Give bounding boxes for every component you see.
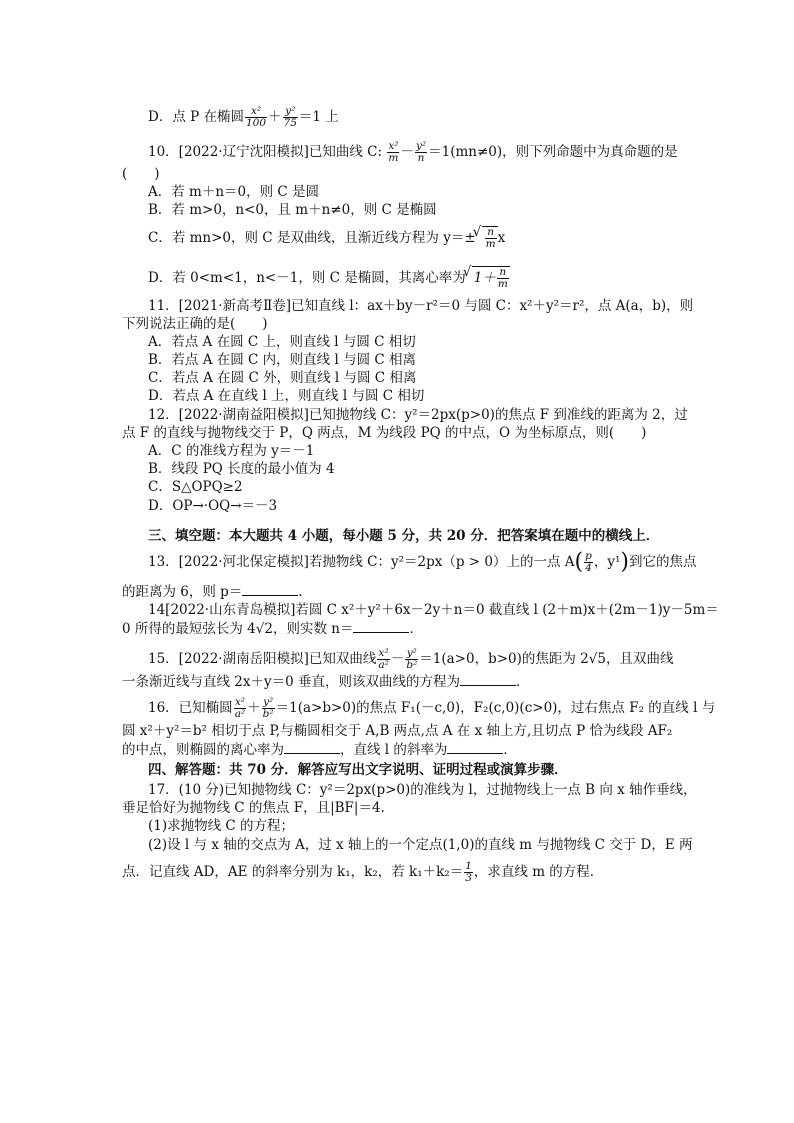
fraction: $\frac{\text{x²}}{\text{a²}}$ [378,647,389,671]
q15-stem-cont: 一条渐近线与直线 2x＋y＝0 垂直，则该双曲线的方程为 ． [122,674,530,690]
answer-blank [353,620,409,633]
q10-stem-cont: ( ) [122,166,160,182]
q16-stem-cont-2: 的中点，则椭圆的离心率为 ，直线 l 的斜率为 ． [122,742,517,758]
q14-stem: 14[2022·山东青岛模拟]若圆 C x²＋y²＋6x－2y＋n＝0 截直线 l (2＋m)x＋(2m－1)y－5m＝ [148,602,719,618]
q12-option-a: A．C 的准线方程为 y＝－1 [148,443,315,459]
section-fill-in-heading: 三、填空题：本大题共 4 小题，每小题 5 分，共 20 分．把答案填在题中的横线上． [148,528,660,544]
fraction: $\frac{\text{x²}}{100}$ [246,105,267,129]
answer-blank [284,741,340,754]
q16-stem: 16．已知椭圆 $\frac{\text{x²}}{\text{a²}}$ ＋ $\frac{\text{y²}}{\text{b²}}$ ＝1(a>b>0)的焦点 F₁(－c,0)，F₂(c,0)(c>0)，过右焦点 F₂ 的直线 l 与 [148,696,716,720]
q11-option-a: A．若点 A 在圆 C 上，则直线 l 与圆 C 相切 [148,334,416,350]
fraction: $\frac{\text{x²}}{\text{a²}}$ [234,696,246,720]
q12-stem-cont: 点 F 的直线与抛物线交于 P，Q 两点，M 为线段 PQ 的中点，O 为坐标原点，则( ) [122,425,647,441]
q12-stem: 12．[2022·湖南益阳模拟]已知抛物线 C：y²＝2px(p>0)的焦点 F 到准线的距离为 2，过 [148,407,688,423]
q10-option-d: D．若 0<m<1，n<－1，则 C 是椭圆，其离心率为√ 1＋ $\frac{n}{m}$ [148,266,708,290]
q10-option-a: A．若 m＋n＝0，则 C 是圆 [148,184,320,200]
answer-blank [447,741,503,754]
q13-stem-cont: 的距离为 6，则 p＝ ． [122,584,312,600]
q12-option-b: B．线段 PQ 长度的最小值为 4 [148,461,335,477]
q14-stem-cont: 0 所得的最短弦长为 4√2，则实数 n＝ ． [122,621,423,637]
q17-part-1: (1)求抛物线 C 的方程； [148,818,295,834]
section-answer-heading: 四、解答题：共 70 分．解答应写出文字说明、证明过程或演算步骤． [148,762,568,778]
q17-stem-cont: 垂足恰好为抛物线 C 的焦点 F，且|BF|＝4. [122,800,385,816]
q16-stem-cont: 圆 x²＋y²＝b² 相切于点 P,与椭圆相交于 A,B 两点,点 A 在 x 轴上方,且切点 P 恰为线段 AF₂ [122,723,673,739]
q17-part-2-cont: 点．记直线 AD，AE 的斜率分别为 k₁，k₂，若 k₁＋k₂＝ $\frac{1}{3}$ ，求直线 m 的方程． [122,860,604,884]
fraction: $\frac{\text{y²}}{\text{b²}}$ [262,696,274,720]
answer-blank [242,583,298,596]
q10-option-c: C．若 mn>0，则 C 是双曲线，且渐近线方程为 y＝± √ $\frac{n}{m}$ x [148,226,708,250]
q9-option-d: D．点 P 在椭圆 $\frac{\text{x²}}{100}$ ＋ $\frac{\text{y²}}{75}$ ＝1 上 [148,105,339,129]
answer-blank [460,673,516,686]
fraction: $\frac{\text{y²}}{75}$ [283,105,297,129]
q11-option-b: B．若点 A 在圆 C 内，则直线 l 与圆 C 相离 [148,352,416,368]
fraction: $\frac{n}{m}$ [497,266,508,290]
q11-option-d: D．若点 A 在直线 l 上，则直线 l 与圆 C 相切 [148,388,425,404]
q13-stem: 13．[2022·河北保定模拟]若抛物线 C：y²＝2px（p > 0）上的一点 A( $\frac{p}{4}$ ，y¹)到它的焦点 [148,549,697,575]
fraction: $\frac{\text{x²}}{m}$ [388,140,399,164]
q15-stem: 15．[2022·湖南岳阳模拟]已知双曲线 $\frac{\text{x²}}{\text{a²}}$ － $\frac{\text{y²}}{\text{b²}}$ ＝1(a>0，b>0)的焦距为 2√5，且双曲线 [148,647,674,671]
q11-stem: 11．[2021·新高考Ⅱ卷]已知直线 l：ax＋by－r²＝0 与圆 C：x²＋y²＝r²，点 A(a，b)，则 [148,298,694,314]
fraction: $\frac{p}{4}$ [585,550,592,574]
fraction: $\frac{\text{y²}}{n}$ [415,140,427,164]
fraction: $\frac{1}{3}$ [465,860,472,884]
q12-option-c: C．S△OPQ≥2 [148,479,243,495]
q10-option-b: B．若 m>0，n<0，且 m＋n≠0，则 C 是椭圆 [148,202,437,218]
q11-option-c: C．若点 A 在圆 C 外，则直线 l 与圆 C 相离 [148,370,417,386]
fraction: $\frac{\text{y²}}{\text{b²}}$ [406,647,418,671]
q17-part-2: (2)设 l 与 x 轴的交点为 A，过 x 轴上的一个定点(1,0)的直线 m 与抛物线 C 交于 D，E 两 [148,837,693,853]
q11-stem-cont: 下列说法正确的是( ) [122,316,268,332]
q12-option-d: D．OP→·OQ→＝－3 [148,498,278,514]
q17-stem: 17．(10 分)已知抛物线 C：y²＝2px(p>0)的准线为 l，过抛物线上一点 B 向 x 轴作垂线， [148,782,697,798]
fraction: √ $\frac{n}{m}$ [485,226,496,250]
q10-stem: 10．[2022·辽宁沈阳模拟]已知曲线 C: $\frac{\text{x²}}{m}$ － $\frac{\text{y²}}{n}$ ＝1(mn≠0)，则下列命题中为真命题的是 [148,140,678,164]
